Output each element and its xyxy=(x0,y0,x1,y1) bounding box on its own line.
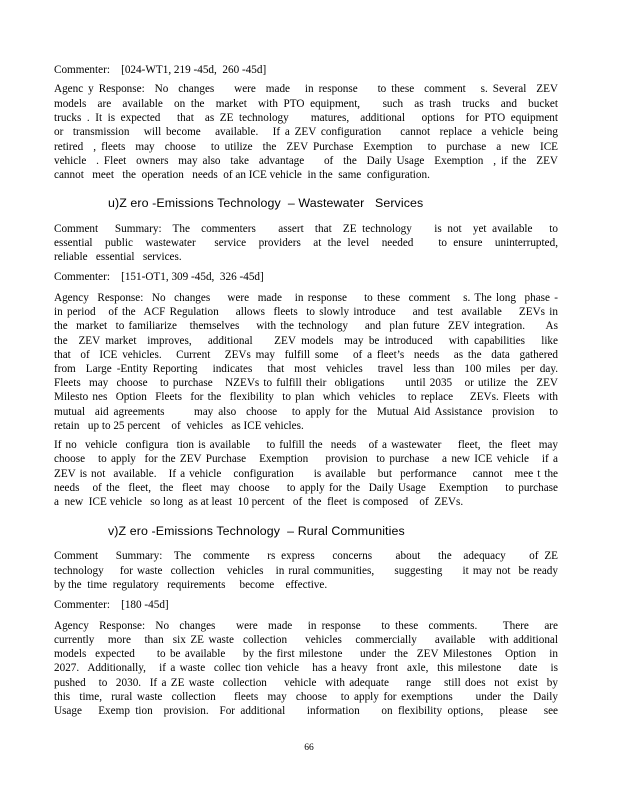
text-line: retain up to 25 percent of vehicles as ICE vehicles. xyxy=(54,420,304,432)
commenter-line-2: Commenter: [151-OT1, 309 -45d, 326 -45d] xyxy=(54,271,264,283)
text-line: If no vehicle configura tion is available to fulfill the needs of a wastewater fleet, the fleet may xyxy=(54,439,558,451)
text-line: mutual aid agreements may also choose to apply for the Mutual Aid Assistance provision to xyxy=(54,406,558,418)
text-line: that of ICE vehicles. Current ZEVs may fulfill some of a fleet’s needs as the data gathered xyxy=(54,349,558,361)
text-line: the ZEV market improves, additional ZEV models may be introduced with capabilities like xyxy=(54,335,558,347)
text-line: choose to apply for the ZEV Purchase Exemption provision to purchase a new ICE vehicle if a xyxy=(54,453,558,465)
text-line: Milesto nes Option Fleets for the flexibility to plan which vehicles to replace ZEVs. Fleets with xyxy=(54,391,558,403)
text-line: Fleets may choose to purchase NZEVs to fulfill their obligations until 2035 or utilize the ZEV xyxy=(54,377,558,389)
text-line: essential public wastewater service providers at the level needed to ensure uninterrupted, xyxy=(54,237,558,249)
commenter-line-3: Commenter: [180 -45d] xyxy=(54,599,169,611)
text-line: cannot meet the operation needs of an ICE vehicle in the same configuration. xyxy=(54,169,430,181)
text-line: from Large -Entity Reporting indicates that most vehicles travel less than 100 miles per day. xyxy=(54,363,558,375)
text-line: Comment Summary: The commente rs express concerns about the adequacy of ZE xyxy=(54,550,558,562)
text-line: Usage Exemp tion provision. For additional information on flexibility options, please see xyxy=(54,705,558,717)
text-line: trucks . It is expected that as ZE technology matures, additional options for PTO equipment xyxy=(54,112,558,124)
text-line: ZEV is not available. If a vehicle configuration is available but performance cannot mee t the xyxy=(54,468,558,480)
text-line: reliable essential services. xyxy=(54,251,182,263)
text-line: 2027. Additionally, if a waste collec tion vehicle has a heavy front axle, this milestone date is xyxy=(54,662,558,674)
text-line: technology for waste collection vehicles in rural communities, suggesting it may not be ready xyxy=(54,565,558,577)
text-line: by the time regulatory requirements become effective. xyxy=(54,579,328,591)
text-line: vehicle . Fleet owners may also take advantage of the Daily Usage Exemption , if the ZEV xyxy=(54,155,558,167)
section-heading-v: v)Z ero -Emissions Technology – Rural Communities xyxy=(108,524,405,538)
commenter-line-1: Commenter: [024-WT1, 219 -45d, 260 -45d] xyxy=(54,64,267,76)
text-line: Agency Response: No changes were made in response to these comment s. The long phase - xyxy=(54,292,558,304)
text-line: the market to familiarize themselves with the technology and plan future ZEV integration. As xyxy=(54,320,558,332)
text-line: Agency Response: No changes were made in response to these comments. There are xyxy=(54,620,558,632)
text-line: Agenc y Response: No changes were made in response to these comment s. Several ZEV xyxy=(54,83,558,95)
text-line: this time, rural waste collection fleets may choose to apply for exemptions under the Daily xyxy=(54,691,558,703)
text-line: currently more than six ZE waste collection vehicles commercially available with additional xyxy=(54,634,558,646)
text-line: retired , fleets may choose to utilize the ZEV Purchase Exemption to purchase a new ICE xyxy=(54,141,558,153)
page-number: 66 xyxy=(304,743,314,753)
text-line: Comment Summary: The commenters assert that ZE technology is not yet available to xyxy=(54,223,558,235)
text-line: pushed to 2030. If a ZE waste collection vehicle with adequate range still does not exist by xyxy=(54,677,558,689)
text-line: models are available on the market with PTO equipment, such as trash trucks and bucket xyxy=(54,98,558,110)
text-line: or transmission will become available. If a ZEV configuration cannot replace a vehicle being xyxy=(54,126,558,138)
text-line: models expected to be available by the first milestone under the ZEV Milestones Option in xyxy=(54,648,558,660)
text-line: in period of the ACF Regulation allows fleets to slowly introduce and test available ZEVs in xyxy=(54,306,558,318)
section-heading-u: u)Z ero -Emissions Technology – Wastewater Services xyxy=(108,196,424,210)
text-line: needs of the fleet, the fleet may choose to apply for the Daily Usage Exemption to purchase xyxy=(54,482,558,494)
text-line: a new ICE vehicle so long as at least 10 percent of the fleet is composed of ZEVs. xyxy=(54,496,464,508)
